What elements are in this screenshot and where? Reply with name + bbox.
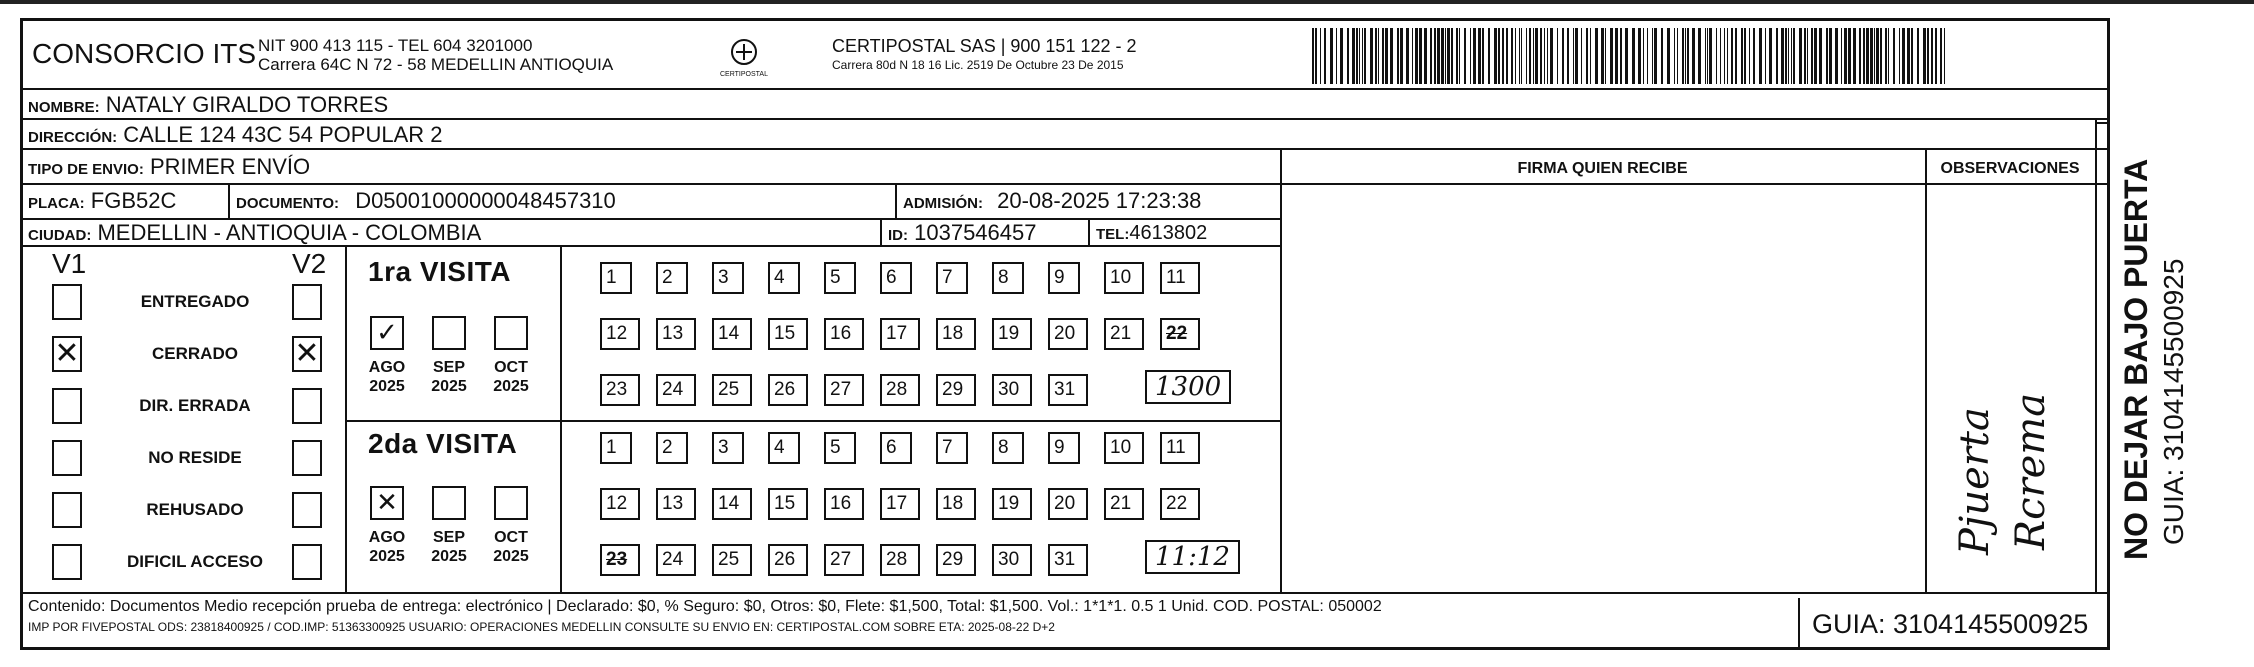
visit2-day-box: 17	[880, 488, 920, 520]
status-label: NO RESIDE	[148, 448, 242, 467]
visit2-day-box: 30	[992, 544, 1032, 576]
tel-value: 4613802	[1129, 222, 1208, 244]
id-label: ID:	[888, 227, 908, 244]
visit1-day-box: 28	[880, 374, 920, 406]
id-value: 1037546457	[914, 220, 1037, 245]
visit2-day-box: 19	[992, 488, 1032, 520]
admision-value: 20-08-2025 17:23:38	[997, 188, 1202, 213]
visit2-month-year: 2025	[431, 548, 467, 565]
visit2-day-box: 4	[768, 432, 800, 464]
divider	[345, 245, 347, 592]
visit1-month-name: SEP	[432, 359, 465, 376]
visit1-day-box: 24	[656, 374, 696, 406]
status-v2-checkbox: ✕	[292, 336, 322, 372]
visit1-day-box: 16	[824, 318, 864, 350]
visit1-title: 1ra VISITA	[368, 256, 511, 287]
visit2-month-checkbox	[432, 486, 466, 520]
visit2-day-box: 27	[824, 544, 864, 576]
visit1-day-box: 21	[1104, 318, 1144, 350]
visit2-day-box: 2	[656, 432, 688, 464]
logo-caption: CERTIPOSTAL	[720, 71, 768, 78]
visit2-month-year: 2025	[493, 548, 529, 565]
direccion-label: DIRECCIÓN:	[28, 129, 118, 146]
visit1-day-box: 8	[992, 262, 1024, 294]
placa-label: PLACA:	[28, 195, 85, 212]
nombre-value: NATALY GIRALDO TORRES	[105, 92, 389, 117]
visit1-day-box: 30	[992, 374, 1032, 406]
no-dejar-bajo-puerta: NO DEJAR BAJO PUERTA	[2118, 158, 2154, 560]
ciudad-row	[28, 220, 481, 246]
visit1-month-checkbox: ✓	[370, 316, 404, 350]
visit2-day-box: 13	[656, 488, 696, 520]
visit1-day-box: 10	[1104, 262, 1144, 294]
tipo-envio-row	[28, 154, 310, 180]
status-v2-checkbox	[292, 284, 322, 320]
visit2-month-label	[481, 528, 541, 566]
status-label: DIFICIL ACCESO	[126, 552, 263, 571]
divider	[20, 88, 2110, 90]
visit1-day-box: 4	[768, 262, 800, 294]
visit2-day-box: 6	[880, 432, 912, 464]
visit1-month-checkbox	[494, 316, 528, 350]
documento-label: DOCUMENTO:	[236, 195, 340, 212]
visit1-month-year: 2025	[431, 378, 467, 395]
status-v2-checkbox	[292, 544, 322, 580]
visit2-day-box: 15	[768, 488, 808, 520]
visit2-day-box: 8	[992, 432, 1024, 464]
footer-contents: Contenido: Documentos Medio recepción prueba de entrega: electrónico | Declarado: $0, % Seguro: $0, Otros: $0, Flete: $1,500, Total: $1,500. Vol.: 1*1*1. 0.5 1 Unid. COD. POSTAL: 050002	[28, 598, 1382, 615]
visit2-day-box: 25	[712, 544, 752, 576]
visit2-month-label	[357, 528, 417, 566]
divider	[2095, 122, 2110, 124]
v2-header: V2	[292, 248, 327, 279]
visit1-day-box: 3	[712, 262, 744, 294]
visit1-month-checkbox	[432, 316, 466, 350]
visit1-day-box: 12	[600, 318, 640, 350]
documento-row	[236, 188, 616, 214]
placa-row	[28, 188, 176, 214]
visit2-month-checkbox: ✕	[370, 486, 404, 520]
visit2-title: 2da VISITA	[368, 428, 518, 459]
visit1-day-box: 6	[880, 262, 912, 294]
visit2-month-label	[419, 528, 479, 566]
ciudad-value: MEDELLIN - ANTIOQUIA - COLOMBIA	[97, 220, 482, 245]
visit1-day-box: 11	[1160, 262, 1200, 294]
tipo-envio-label: TIPO DE ENVIO:	[28, 161, 144, 178]
placa-value: FGB52C	[90, 188, 177, 213]
visit1-day-box: 18	[936, 318, 976, 350]
visit1-day-box: 29	[936, 374, 976, 406]
guia-number: GUIA: 3104145500925	[1798, 598, 2110, 650]
visit2-month-name: SEP	[432, 529, 465, 546]
carrier-address: Carrera 80d N 18 16 Lic. 2519 De Octubre 23 De 2015	[832, 58, 1124, 72]
status-v2-checkbox	[292, 388, 322, 424]
ciudad-label: CIUDAD:	[28, 227, 92, 244]
visit2-day-box: 24	[656, 544, 696, 576]
status-v1-checkbox	[52, 492, 82, 528]
visit2-day-box: 16	[824, 488, 864, 520]
visit1-month-label	[357, 358, 417, 396]
visit2-day-box: 28	[880, 544, 920, 576]
visit2-day-box: 1	[600, 432, 632, 464]
observations-header: OBSERVACIONES	[1940, 160, 2080, 177]
divider	[20, 183, 1280, 185]
visit1-month-label	[419, 358, 479, 396]
divider	[345, 420, 1280, 422]
visit1-month-year: 2025	[493, 378, 529, 395]
admision-row	[903, 188, 1201, 214]
visit1-day-box: 17	[880, 318, 920, 350]
company-name: CONSORCIO ITS	[32, 38, 257, 69]
visit1-day-box: 2	[656, 262, 688, 294]
divider	[1280, 148, 1282, 592]
visit2-day-box: 26	[768, 544, 808, 576]
visit2-month-name: AGO	[368, 529, 406, 546]
divider	[20, 118, 2110, 120]
visit1-day-box: 27	[824, 374, 864, 406]
visit2-day-box: 21	[1104, 488, 1144, 520]
id-row	[888, 220, 1036, 246]
visit1-day-box: 31	[1048, 374, 1088, 406]
visit2-day-box: 29	[936, 544, 976, 576]
divider	[560, 245, 562, 592]
side-guia: GUIA: 3104145500925	[2158, 258, 2189, 545]
visit1-day-box: 5	[824, 262, 856, 294]
visit2-day-box: 10	[1104, 432, 1144, 464]
divider	[1925, 148, 1927, 592]
divider	[20, 592, 2110, 594]
visit2-handwritten-time: 11:12	[1145, 540, 1240, 574]
status-v1-checkbox	[52, 544, 82, 580]
visit1-handwritten-time: 1300	[1145, 370, 1231, 404]
visit1-month-name: AGO	[368, 359, 406, 376]
visit2-day-box: 3	[712, 432, 744, 464]
direccion-row	[28, 122, 442, 148]
direccion-value: CALLE 124 43C 54 POPULAR 2	[123, 122, 443, 147]
visit1-day-box: 26	[768, 374, 808, 406]
visit1-day-box: 15	[768, 318, 808, 350]
divider	[880, 218, 882, 245]
visit1-day-box: 13	[656, 318, 696, 350]
visit2-day-box: 18	[936, 488, 976, 520]
visit1-month-label	[481, 358, 541, 396]
visit2-day-box: 7	[936, 432, 968, 464]
divider	[20, 148, 2110, 150]
visit2-day-box: 5	[824, 432, 856, 464]
status-v1-checkbox	[52, 388, 82, 424]
visit2-month-checkbox	[494, 486, 528, 520]
nit-line: NIT 900 413 115 - TEL 604 3201000	[258, 36, 533, 55]
top-edge-line	[0, 0, 2254, 4]
visit2-day-box: 11	[1160, 432, 1200, 464]
status-v1-checkbox	[52, 440, 82, 476]
observation-handwriting-1: Pjuerta	[1952, 407, 1998, 555]
v1-header: V1	[52, 248, 87, 279]
visit1-day-box: 1	[600, 262, 632, 294]
status-v2-checkbox	[292, 440, 322, 476]
visit2-day-box: 14	[712, 488, 752, 520]
signature-header: FIRMA QUIEN RECIBE	[1517, 160, 1688, 177]
nombre-label: NOMBRE:	[28, 99, 100, 116]
footer-print-info: IMP POR FIVEPOSTAL ODS: 23818400925 / COD.IMP: 51363300925 USUARIO: OPERACIONES MEDELLIN CONSULTE SU ENVIO EN: CERTIPOSTAL.COM SOBRE ETA: 2025-08-22 D+2	[28, 620, 1055, 634]
divider	[895, 183, 897, 218]
divider	[228, 183, 230, 218]
observation-handwriting-2: Rcrema	[2008, 392, 2054, 550]
visit1-day-box: 14	[712, 318, 752, 350]
visit2-day-box: 23	[600, 544, 640, 576]
status-v1-checkbox	[52, 284, 82, 320]
visit1-day-box: 25	[712, 374, 752, 406]
carrier-line: CERTIPOSTAL SAS | 900 151 122 - 2	[832, 36, 1137, 56]
visit2-month-name: OCT	[494, 529, 528, 546]
tel-row	[1096, 222, 1207, 245]
visit2-day-box: 12	[600, 488, 640, 520]
visit1-day-box: 9	[1048, 262, 1080, 294]
visit1-month-name: OCT	[494, 359, 528, 376]
tipo-envio-value: PRIMER ENVÍO	[149, 154, 311, 179]
status-v2-checkbox	[292, 492, 322, 528]
status-label: REHUSADO	[146, 500, 244, 519]
visit2-day-box: 9	[1048, 432, 1080, 464]
visit2-day-box: 20	[1048, 488, 1088, 520]
divider	[1088, 218, 1090, 245]
divider	[1280, 183, 2110, 185]
status-label: ENTREGADO	[140, 292, 250, 311]
admision-label: ADMISIÓN:	[903, 195, 983, 212]
status-label: DIR. ERRADA	[139, 396, 251, 415]
address-line: Carrera 64C N 72 - 58 MEDELLIN ANTIOQUIA	[258, 55, 614, 74]
visit2-month-year: 2025	[369, 548, 405, 565]
visit1-day-box: 7	[936, 262, 968, 294]
visit1-day-box: 19	[992, 318, 1032, 350]
visit1-day-box: 22	[1160, 318, 1200, 350]
documento-value: D05001000000048457310	[355, 188, 616, 213]
visit2-day-box: 31	[1048, 544, 1088, 576]
visit2-day-box: 22	[1160, 488, 1200, 520]
visit1-day-box: 20	[1048, 318, 1088, 350]
tel-label: TEL:	[1096, 226, 1130, 243]
status-label: CERRADO	[152, 344, 238, 363]
divider	[2095, 118, 2097, 592]
status-v1-checkbox: ✕	[52, 336, 82, 372]
visit1-day-box: 23	[600, 374, 640, 406]
visit1-month-year: 2025	[369, 378, 405, 395]
nombre-row	[28, 92, 388, 118]
